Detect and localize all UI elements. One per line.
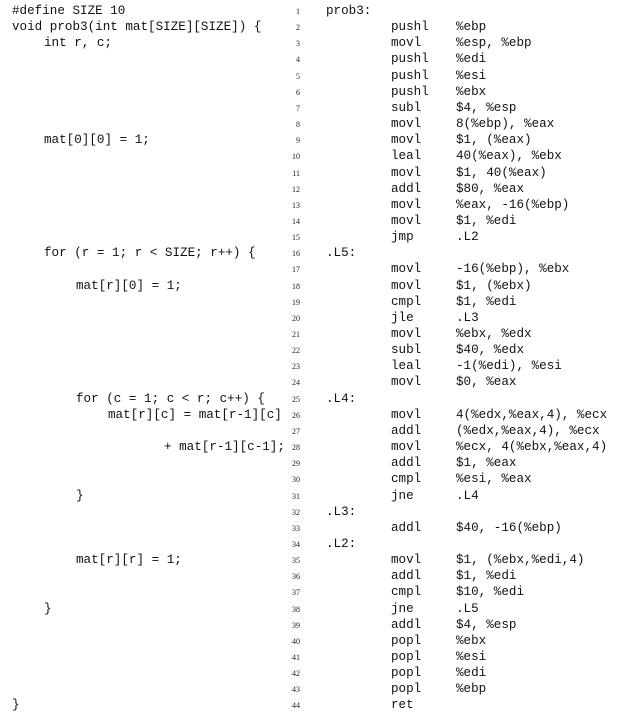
code-row <box>0 165 623 181</box>
asm-operands: $1, %edi <box>456 294 517 309</box>
code-row <box>0 568 623 584</box>
asm-operands: %esp, %ebp <box>456 36 532 51</box>
code-row <box>0 342 623 358</box>
asm-opcode: cmpl <box>391 294 422 309</box>
asm-line-number: 25 <box>292 394 300 404</box>
c-source-line: int r, c; <box>44 36 113 51</box>
asm-operands: $1, (%ebx,%edi,4) <box>456 553 585 568</box>
asm-line-number: 14 <box>292 216 300 226</box>
asm-operands: %eax, -16(%ebp) <box>456 197 570 212</box>
c-source-line: mat[r][r] = 1; <box>76 553 182 568</box>
c-source-line: mat[r][c] = mat[r-1][c] <box>108 407 282 422</box>
asm-label: .L5: <box>326 246 357 261</box>
asm-opcode: jne <box>391 488 414 503</box>
code-row <box>0 455 623 471</box>
code-row <box>0 520 623 536</box>
asm-opcode: jne <box>391 601 414 616</box>
asm-line-number: 41 <box>292 653 300 662</box>
asm-line-number: 22 <box>292 346 300 356</box>
asm-operands: %ecx, 4(%ebx,%eax,4) <box>456 440 608 455</box>
asm-line-number: 27 <box>292 426 300 436</box>
asm-line-number: 12 <box>292 184 300 194</box>
asm-operands: %esi <box>456 650 487 664</box>
code-row <box>0 697 623 713</box>
asm-line-number: 3 <box>296 39 300 49</box>
asm-line-number: 1 <box>296 7 300 16</box>
code-row <box>0 649 623 665</box>
code-row <box>0 197 623 213</box>
code-row <box>0 552 623 568</box>
asm-label: .L3: <box>326 504 357 519</box>
asm-opcode: subl <box>391 100 422 115</box>
code-row <box>0 423 623 439</box>
code-row <box>0 294 623 310</box>
asm-line-number: 13 <box>292 200 300 210</box>
asm-opcode: addl <box>391 181 422 196</box>
asm-operands: $1, %edi <box>456 569 517 584</box>
code-row <box>0 536 623 552</box>
code-row <box>0 84 623 100</box>
asm-opcode: jmp <box>391 230 414 245</box>
asm-line-number: 24 <box>292 378 300 388</box>
asm-opcode: cmpl <box>391 585 422 600</box>
asm-operands: $40, -16(%ebp) <box>456 520 562 535</box>
asm-opcode: addl <box>391 520 422 535</box>
asm-opcode: movl <box>391 553 422 568</box>
asm-opcode: pushl <box>391 84 429 99</box>
asm-opcode: movl <box>391 36 422 51</box>
asm-opcode: addl <box>391 423 422 438</box>
c-source-line: mat[r][0] = 1; <box>76 278 182 293</box>
code-row <box>0 504 623 520</box>
asm-line-number: 37 <box>292 588 300 598</box>
asm-line-number: 40 <box>292 636 300 646</box>
asm-line-number: 33 <box>292 523 300 533</box>
asm-operands: %esi, %eax <box>456 472 532 487</box>
asm-line-number: 6 <box>296 87 300 97</box>
code-row <box>0 584 623 600</box>
asm-line-number: 21 <box>292 330 300 339</box>
asm-line-number: 19 <box>292 297 300 307</box>
asm-opcode: leal <box>391 359 422 374</box>
code-row <box>0 132 623 148</box>
asm-operands: %ebx <box>456 633 487 648</box>
asm-operands: $1, %edi <box>456 213 517 228</box>
asm-operands: (%edx,%eax,4), %ecx <box>456 423 600 438</box>
asm-line-number: 17 <box>292 265 300 275</box>
code-row <box>0 3 623 19</box>
asm-label: .L4: <box>326 391 357 406</box>
asm-opcode: movl <box>391 262 422 277</box>
asm-operands: 4(%edx,%eax,4), %ecx <box>456 407 608 422</box>
asm-opcode: ret <box>391 698 414 713</box>
asm-opcode: movl <box>391 213 422 228</box>
asm-line-number: 28 <box>292 443 300 453</box>
c-source-line: for (r = 1; r < SIZE; r++) { <box>44 246 256 261</box>
asm-operands: $4, %esp <box>456 100 517 115</box>
c-source-line: for (c = 1; c < r; c++) { <box>76 391 265 406</box>
asm-opcode: jle <box>391 310 414 325</box>
asm-line-number: 39 <box>292 620 300 630</box>
asm-operands: %esi <box>456 68 487 83</box>
asm-line-number: 35 <box>292 556 300 566</box>
asm-opcode: subl <box>391 343 422 358</box>
asm-operands: %ebp <box>456 682 487 697</box>
asm-operands: $80, %eax <box>456 181 525 196</box>
asm-opcode: popl <box>391 682 422 697</box>
code-row <box>0 181 623 197</box>
asm-operands: %ebx, %edx <box>456 327 532 341</box>
asm-line-number: 38 <box>292 604 300 614</box>
code-row <box>0 51 623 67</box>
asm-line-number: 31 <box>292 491 300 501</box>
asm-line-number: 29 <box>292 459 300 469</box>
asm-opcode: movl <box>391 165 422 180</box>
c-source-line: } <box>76 488 84 503</box>
asm-operands: -1(%edi), %esi <box>456 359 562 374</box>
asm-opcode: movl <box>391 278 422 293</box>
code-row <box>0 261 623 277</box>
asm-opcode: movl <box>391 375 422 390</box>
code-row <box>0 278 623 294</box>
asm-operands: 40(%eax), %ebx <box>456 149 562 164</box>
asm-opcode: movl <box>391 197 422 212</box>
code-row <box>0 213 623 229</box>
asm-line-number: 2 <box>296 23 300 33</box>
asm-line-number: 43 <box>292 685 300 695</box>
asm-operands: %edi <box>456 666 487 681</box>
code-row <box>0 358 623 374</box>
asm-operands: $0, %eax <box>456 375 517 390</box>
asm-operands: -16(%ebp), %ebx <box>456 262 570 277</box>
code-row <box>0 148 623 164</box>
asm-operands: 8(%ebp), %eax <box>456 117 555 132</box>
code-row <box>0 681 623 697</box>
asm-line-number: 23 <box>292 362 300 372</box>
asm-operands: .L5 <box>456 601 479 616</box>
asm-opcode: pushl <box>391 68 429 83</box>
asm-operands: .L3 <box>456 310 479 325</box>
code-row <box>0 245 623 261</box>
asm-line-number: 10 <box>292 152 300 162</box>
asm-label: .L2: <box>326 536 357 551</box>
asm-line-number: 5 <box>296 71 300 81</box>
code-row <box>0 391 623 407</box>
asm-line-number: 11 <box>292 168 300 178</box>
asm-opcode: movl <box>391 117 422 132</box>
asm-line-number: 34 <box>292 539 300 549</box>
c-source-line: void prob3(int mat[SIZE][SIZE]) { <box>12 20 262 35</box>
asm-operands: %ebx <box>456 84 487 99</box>
asm-opcode: addl <box>391 456 422 471</box>
asm-line-number: 20 <box>292 313 300 323</box>
asm-opcode: popl <box>391 650 422 664</box>
code-row <box>0 19 623 35</box>
asm-line-number: 7 <box>296 103 300 113</box>
code-row <box>0 229 623 245</box>
asm-operands: $1, (%eax) <box>456 133 532 148</box>
asm-opcode: popl <box>391 633 422 648</box>
asm-operands: %edi <box>456 52 487 67</box>
asm-operands: $1, %eax <box>456 456 517 471</box>
c-source-line: mat[0][0] = 1; <box>44 133 150 148</box>
asm-operands: $40, %edx <box>456 343 525 358</box>
asm-line-number: 8 <box>296 120 300 130</box>
code-row <box>0 116 623 132</box>
code-row <box>0 439 623 455</box>
code-row <box>0 488 623 504</box>
asm-line-number: 9 <box>296 136 300 146</box>
asm-line-number: 4 <box>296 55 300 65</box>
asm-operands: .L2 <box>456 230 479 245</box>
asm-line-number: 42 <box>292 669 300 679</box>
asm-operands: .L4 <box>456 488 479 503</box>
asm-opcode: addl <box>391 569 422 584</box>
code-row <box>0 665 623 681</box>
asm-operands: $1, 40(%eax) <box>456 165 547 180</box>
code-row <box>0 617 623 633</box>
asm-opcode: movl <box>391 440 422 455</box>
asm-opcode: movl <box>391 407 422 422</box>
asm-line-number: 30 <box>292 475 300 485</box>
code-row <box>0 35 623 51</box>
code-row <box>0 100 623 116</box>
code-row <box>0 407 623 423</box>
code-row <box>0 326 623 342</box>
code-row <box>0 633 623 649</box>
code-row <box>0 68 623 84</box>
code-row <box>0 374 623 390</box>
code-row <box>0 310 623 326</box>
asm-line-number: 18 <box>292 281 300 291</box>
asm-operands: $4, %esp <box>456 617 517 632</box>
code-row <box>0 601 623 617</box>
asm-line-number: 15 <box>292 233 300 243</box>
asm-line-number: 16 <box>292 249 300 259</box>
asm-opcode: movl <box>391 327 422 341</box>
asm-opcode: leal <box>391 149 422 164</box>
c-source-line: } <box>12 698 20 713</box>
c-source-line: #define SIZE 10 <box>12 4 126 18</box>
asm-operands: $1, (%ebx) <box>456 278 532 293</box>
asm-opcode: addl <box>391 617 422 632</box>
c-source-line: } <box>44 601 52 616</box>
c-source-line: + mat[r-1][c-1]; <box>164 440 285 455</box>
asm-opcode: movl <box>391 133 422 148</box>
asm-opcode: pushl <box>391 20 429 35</box>
code-row <box>0 471 623 487</box>
asm-opcode: cmpl <box>391 472 422 487</box>
asm-opcode: pushl <box>391 52 429 67</box>
asm-line-number: 44 <box>292 701 300 711</box>
asm-line-number: 36 <box>292 572 300 582</box>
asm-operands: %ebp <box>456 20 487 35</box>
asm-operands: $10, %edi <box>456 585 525 600</box>
asm-opcode: popl <box>391 666 422 681</box>
asm-line-number: 32 <box>292 507 300 517</box>
asm-label: prob3: <box>326 4 372 18</box>
asm-line-number: 26 <box>292 410 300 420</box>
